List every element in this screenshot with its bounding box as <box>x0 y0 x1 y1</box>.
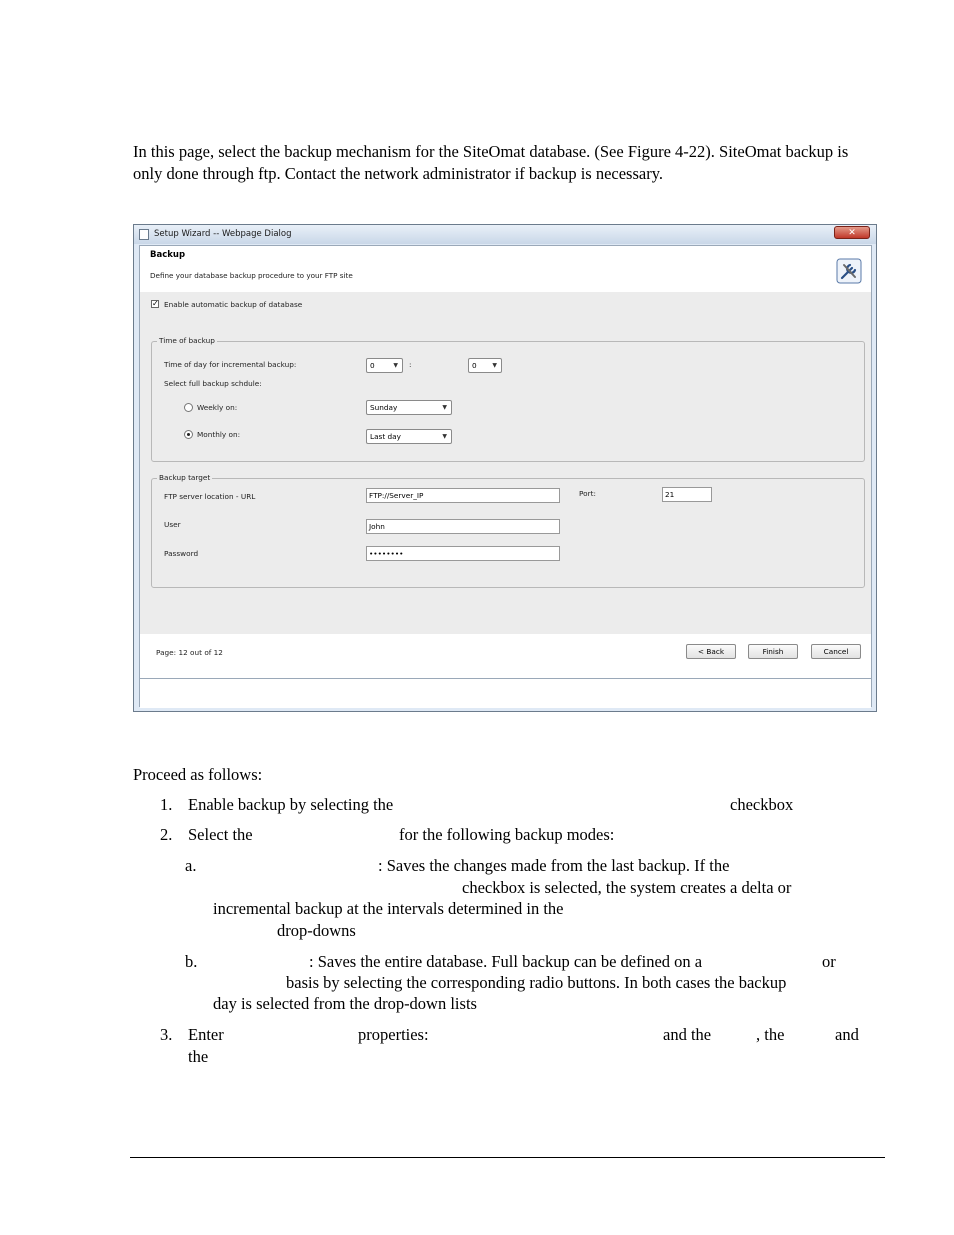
time-separator: : <box>409 360 412 369</box>
chevron-down-icon: ▼ <box>442 433 447 440</box>
monthly-day-value: Last day <box>370 432 401 441</box>
step-3-enter: Enter <box>188 1025 224 1044</box>
chevron-down-icon: ▼ <box>393 362 398 369</box>
enable-backup-label: Enable automatic backup of database <box>164 300 303 309</box>
cancel-button[interactable]: Cancel <box>811 644 861 659</box>
finish-button[interactable]: Finish <box>748 644 798 659</box>
proceed-heading: Proceed as follows: <box>133 765 263 784</box>
weekly-day-value: Sunday <box>370 403 398 412</box>
step-2-text-b: for the following backup modes: <box>399 825 615 844</box>
wizard-body <box>140 292 871 634</box>
minute-select[interactable] <box>468 358 502 373</box>
step-2-text-a: Select the <box>188 825 253 844</box>
monthly-label: Monthly on: <box>197 430 241 439</box>
radio-selected-dot <box>187 433 190 436</box>
weekly-label: Weekly on: <box>197 403 238 412</box>
wizard-footer <box>140 634 871 674</box>
page-icon <box>139 229 149 240</box>
step-3-and-the: and the <box>663 1025 712 1044</box>
step-1-checkbox-word: checkbox <box>730 795 794 814</box>
page-subtitle: Define your database backup procedure to your FTP site <box>150 271 353 280</box>
step-2b-line-1: : Saves the entire database. Full backup can be defined on a <box>309 952 703 971</box>
page-title: Backup <box>150 250 186 260</box>
monthly-day-select[interactable] <box>366 429 452 444</box>
dialog-titlebar <box>134 225 876 244</box>
step-3-properties: properties: <box>358 1025 429 1044</box>
step-2a-letter: a. <box>185 856 197 875</box>
back-button[interactable]: < Back <box>686 644 736 659</box>
wizard-header <box>140 246 871 292</box>
status-bar <box>140 678 871 708</box>
chevron-down-icon: ▼ <box>442 404 447 411</box>
wrench-screwdriver-icon <box>835 257 863 285</box>
chevron-down-icon: ▼ <box>492 362 497 369</box>
close-button[interactable]: ✕ <box>834 226 870 239</box>
enable-backup-checkbox[interactable]: ✓ <box>152 299 159 308</box>
step-1-text: Enable backup by selecting the <box>188 795 394 814</box>
step-3-number: 3. <box>160 1025 173 1044</box>
full-schedule-label: Select full backup schdule: <box>164 379 262 388</box>
step-2a-line-4: drop-downs <box>277 921 356 940</box>
wizard-content <box>139 245 872 707</box>
setup-wizard-dialog <box>133 224 877 712</box>
weekly-day-select[interactable] <box>366 400 452 415</box>
step-2b-line-3: day is selected from the drop-down lists <box>213 994 477 1013</box>
password-input[interactable]: •••••••• <box>366 546 560 561</box>
step-2a-line-3: incremental backup at the intervals determined in the <box>213 899 564 918</box>
step-2a-line-1: : Saves the changes made from the last backup. If the <box>378 856 730 875</box>
hour-value: 0 <box>370 361 375 370</box>
weekly-radio[interactable] <box>184 403 193 412</box>
step-3-the: the <box>188 1047 209 1066</box>
password-label: Password <box>164 549 199 558</box>
step-3-comma-the: , the <box>756 1025 785 1044</box>
page-indicator: Page: 12 out of 12 <box>156 648 223 657</box>
user-input[interactable]: John <box>366 519 560 534</box>
time-of-backup-legend: Time of backup <box>159 336 215 345</box>
step-2b-letter: b. <box>185 952 198 971</box>
page-footer-rule <box>130 1157 885 1158</box>
step-3-and: and <box>835 1025 859 1044</box>
backup-target-legend: Backup target <box>159 473 211 482</box>
step-2b-or: or <box>822 952 836 971</box>
port-input[interactable]: 21 <box>662 487 712 502</box>
ftp-url-label: FTP server location - URL <box>164 492 256 501</box>
user-label: User <box>164 520 181 529</box>
incremental-time-label: Time of day for incremental backup: <box>164 360 297 369</box>
intro-paragraph: In this page, select the backup mechanism for the SiteOmat database. (See Figure 4-22). SiteOmat backup is only done through ftp. Contact the network administrator if backup is necessary. <box>133 142 849 183</box>
step-2-number: 2. <box>160 825 173 844</box>
port-label: Port: <box>579 489 596 498</box>
ftp-url-input[interactable]: FTP://Server_IP <box>366 488 560 503</box>
window-title: Setup Wizard -- Webpage Dialog <box>154 229 292 239</box>
step-1-number: 1. <box>160 795 173 814</box>
minute-value: 0 <box>472 361 477 370</box>
step-2a-line-2: checkbox is selected, the system creates a delta or <box>462 878 792 897</box>
step-2b-line-2: basis by selecting the corresponding radio buttons. In both cases the backup <box>286 973 787 992</box>
monthly-radio[interactable] <box>184 430 193 439</box>
hour-select[interactable] <box>366 358 403 373</box>
